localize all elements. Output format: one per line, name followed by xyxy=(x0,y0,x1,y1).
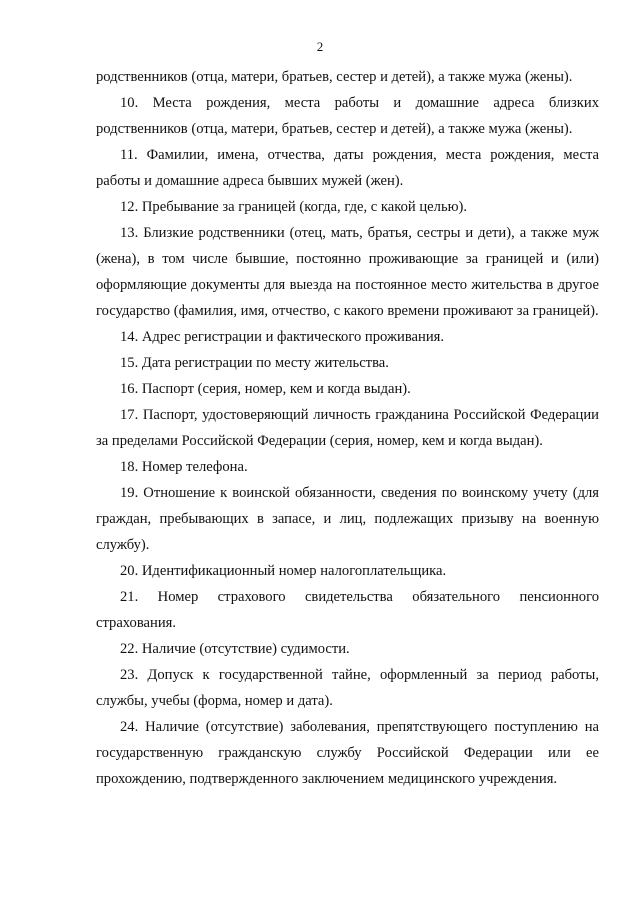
paragraph-item-13: 13. Близкие родственники (отец, мать, братья, сестры и дети), а также муж (жена), в том числе бывшие, постоянно проживающие за границей и (или) оформляющие документы для выезда на постоянное место жительства в другое государство (фамилия, имя, отчество, с какого времени проживают за границей). xyxy=(96,225,599,319)
paragraph-item-19: 19. Отношение к воинской обязанности, сведения по воинскому учету (для граждан, пребывающих в запасе, и лиц, подлежащих призыву на военную службу). xyxy=(96,485,599,553)
page-number: 2 xyxy=(316,39,324,54)
paragraph-item-12: 12. Пребывание за границей (когда, где, с какой целью). xyxy=(120,199,468,215)
paragraph-item-17: 17. Паспорт, удостоверяющий личность гражданина Российской Федерации за пределами Российской Федерации (серия, номер, кем и когда выдан). xyxy=(96,407,599,449)
paragraph-item-20: 20. Идентификационный номер налогоплательщика. xyxy=(120,563,447,579)
paragraph-item-14: 14. Адрес регистрации и фактического проживания. xyxy=(120,329,445,345)
paragraph-item-15: 15. Дата регистрации по месту жительства. xyxy=(120,355,389,371)
paragraph-continuation: родственников (отца, матери, братьев, сестер и детей), а также мужа (жены). xyxy=(96,69,573,85)
paragraph-item-22: 22. Наличие (отсутствие) судимости. xyxy=(120,641,350,657)
paragraph-item-18: 18. Номер телефона. xyxy=(120,459,248,475)
paragraph-item-23: 23. Допуск к государственной тайне, оформленный за период работы, службы, учебы (форма, номер и дата). xyxy=(96,667,599,709)
paragraph-item-10: 10. Места рождения, места работы и домашние адреса близких родственников (отца, матери, братьев, сестер и детей), а также мужа (жены). xyxy=(96,95,599,137)
document-body xyxy=(96,64,599,792)
paragraph-item-21: 21. Номер страхового свидетельства обязательного пенсионного страхования. xyxy=(96,589,599,631)
paragraph-item-16: 16. Паспорт (серия, номер, кем и когда выдан). xyxy=(120,381,411,397)
paragraph-item-11: 11. Фамилии, имена, отчества, даты рождения, места рождения, места работы и домашние адреса бывших мужей (жен). xyxy=(96,147,599,189)
paragraph-item-24: 24. Наличие (отсутствие) заболевания, препятствующего поступлению на государственную гражданскую службу Российской Федерации или ее прохождению, подтвержденного заключением медицинского учреждения. xyxy=(96,719,599,787)
